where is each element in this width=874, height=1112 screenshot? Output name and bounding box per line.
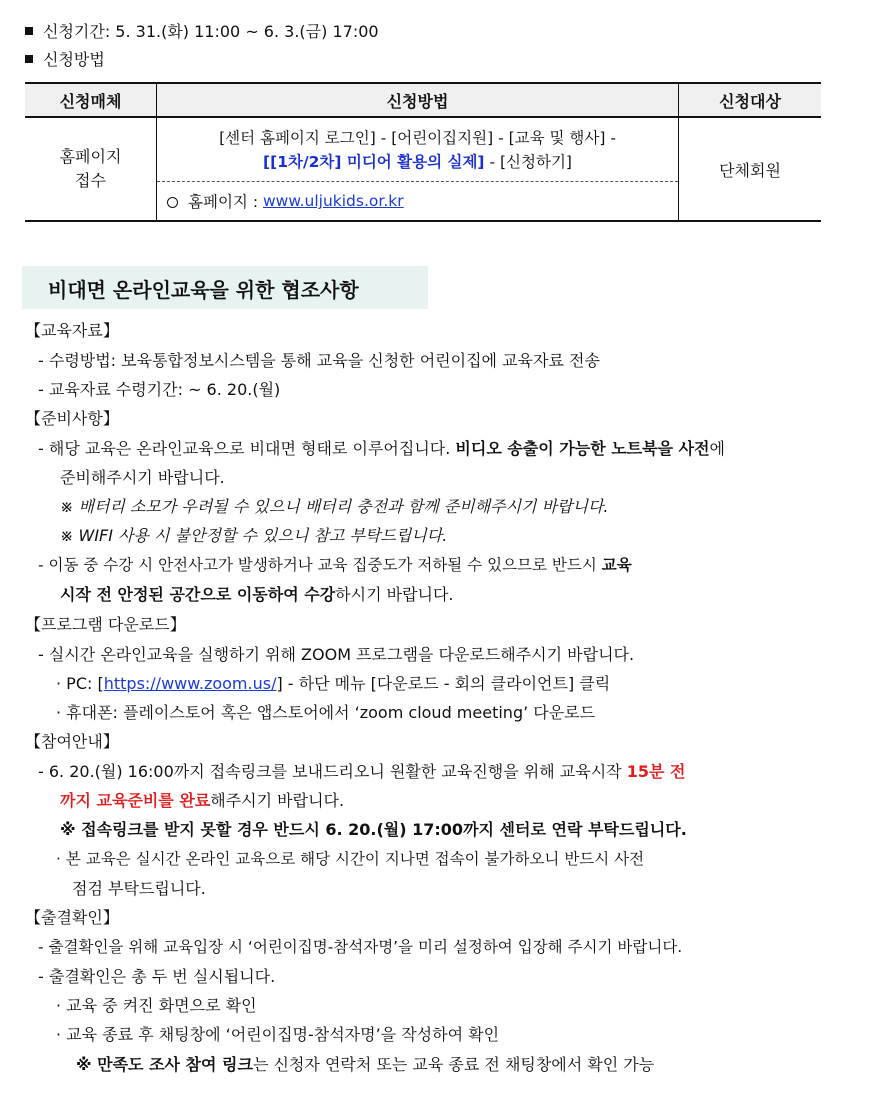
square-bullet-icon (25, 55, 33, 63)
attendance-item2: - 출결확인은 총 두 번 실시됩니다. (38, 967, 276, 986)
edu-material-title: 【교육자료】 (25, 321, 119, 340)
method-heading-line (25, 47, 105, 70)
zoom-link[interactable]: https://www.zoom.us/ (103, 674, 277, 693)
section-title-box (22, 266, 428, 309)
method-line1: [센터 홈페이지 로그인] - [어린이집지원] - [교육 및 행사] - (219, 128, 616, 147)
course-link[interactable]: [[1차/2차] 미디어 활용의 실제] (263, 152, 485, 171)
table-row (25, 118, 821, 220)
homepage-label: 홈페이지 : (188, 193, 259, 211)
medium-line1: 홈페이지 (59, 147, 122, 166)
method-heading: 신청방법 (43, 50, 105, 69)
section-title: 비대면 온라인교육을 위한 협조사항 (48, 278, 359, 302)
join-item1-cont: 까지 교육준비를 완료해주시기 바랍니다. (60, 791, 345, 810)
homepage-url-link[interactable]: www.uljukids.or.kr (262, 192, 404, 210)
prep-item2-cont: 시작 전 안정된 공간으로 이동하여 수강하시기 바랍니다. (60, 585, 454, 604)
attendance-title: 【출결확인】 (25, 908, 119, 927)
prep-item1-cont: 준비해주시기 바랍니다. (60, 468, 225, 487)
medium-line2: 접수 (75, 171, 106, 190)
join-title: 【참여안내】 (25, 732, 119, 751)
method-line2-rest: - [신청하기] (484, 152, 572, 171)
period-line (25, 19, 379, 42)
attendance-item1: - 출결확인을 위해 교육입장 시 ‘어린이집명-참석자명’을 미리 설정하여 입장해 주시기 바랍니다. (38, 938, 683, 956)
target-text: 단체회원 (719, 160, 781, 180)
table-header-row (25, 84, 821, 118)
program-mobile: · 휴대폰: 플레이스토어 혹은 앱스토어에서 ‘zoom cloud meeting’ 다운로드 (56, 703, 596, 722)
program-item1: - 실시간 온라인교육을 실행하기 위해 ZOOM 프로그램을 다운로드해주시기 바랍니다. (38, 645, 635, 664)
prep-title: 【준비사항】 (25, 409, 119, 428)
application-table (25, 82, 821, 222)
header-medium: 신청매체 (59, 91, 122, 111)
attendance-sub2: · 교육 종료 후 채팅창에 ‘어린이집명-참석자명’을 작성하여 확인 (56, 1025, 500, 1044)
join-note: ※ 접속링크를 받지 못할 경우 반드시 6. 20.(월) 17:00까지 센터로 연락 부탁드립니다. (60, 820, 687, 839)
prep-note1: ※ 배터리 소모가 우려될 수 있으니 배터리 충전과 함께 준비해주시기 바랍니다. (60, 497, 609, 516)
program-title: 【프로그램 다운로드】 (25, 615, 186, 634)
circle-bullet-icon (167, 197, 178, 208)
edu-material-item1: - 수령방법: 보육통합정보시스템을 통해 교육을 신청한 어린이집에 교육자료 전송 (38, 351, 600, 370)
attendance-sub1: · 교육 중 켜진 화면으로 확인 (56, 996, 257, 1015)
edu-material-item2: - 교육자료 수령기간: ~ 6. 20.(월) (38, 380, 281, 399)
header-target: 신청대상 (719, 91, 781, 111)
prep-item2: - 이동 중 수강 시 안전사고가 발생하거나 교육 집중도가 저하될 수 있으므로 반드시 교육 (38, 556, 632, 574)
join-item2: · 본 교육은 실시간 온라인 교육으로 해당 시간이 지나면 접속이 불가하오니 반드시 사전 (56, 850, 645, 868)
prep-note2: ※ WIFI 사용 시 불안정할 수 있으니 참고 부탁드립니다. (60, 526, 448, 545)
program-pc: · PC: [https://www.zoom.us/] - 하단 메뉴 [다운로드 - 회의 클라이언트] 클릭 (56, 674, 611, 693)
square-bullet-icon (25, 27, 33, 35)
prep-item1: - 해당 교육은 온라인교육으로 비대면 형태로 이루어집니다. 비디오 송출이 가능한 노트북을 사전에 (38, 439, 725, 458)
join-item1: - 6. 20.(월) 16:00까지 접속링크를 보내드리오니 원활한 교육진행을 위해 교육시작 15분 전 (38, 762, 686, 781)
attendance-note: ※ 만족도 조사 참여 링크는 신청자 연락처 또는 교육 종료 전 채팅창에서 확인 가능 (76, 1055, 655, 1074)
join-item2-cont: 점검 부탁드립니다. (72, 879, 206, 898)
period-text: 신청기간: 5. 31.(화) 11:00 ~ 6. 3.(금) 17:00 (43, 22, 379, 41)
header-method: 신청방법 (386, 91, 449, 111)
